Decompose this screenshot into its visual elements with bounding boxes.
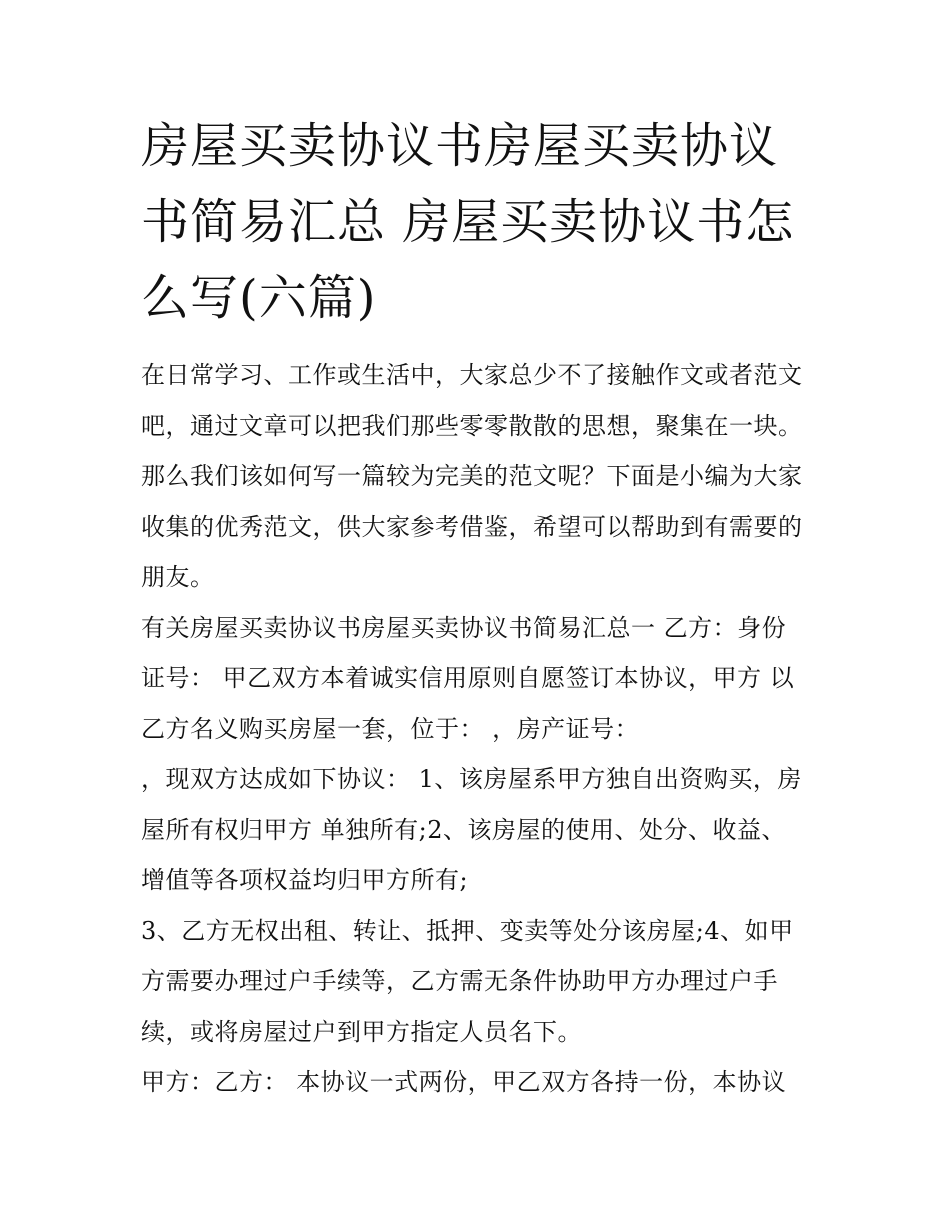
text-line: 乙方名义购买房屋一套，位于： ，房产证号： xyxy=(141,714,640,743)
text-line: 那么我们该如何写一篇较为完美的范文呢？下面是小编为大家 xyxy=(141,462,803,490)
intro-paragraph xyxy=(141,350,821,603)
document-page xyxy=(141,108,821,1108)
text-line: 甲方：乙方： 本协议一式两份，甲乙双方各持一份，本协议 xyxy=(141,1068,787,1096)
text-line: 屋所有权归甲方 单独所有;2、该房屋的使用、处分、收益、 xyxy=(141,815,786,844)
agreement-paragraph xyxy=(141,603,821,755)
title-line: 么写(六篇) xyxy=(141,270,377,326)
signature-paragraph xyxy=(141,1057,821,1108)
text-line: ，现双方达成如下协议： 1、该房屋系甲方独自出资购买，房 xyxy=(141,765,802,793)
text-line: 在日常学习、工作或生活中，大家总少不了接触作文或者范文 xyxy=(141,361,803,389)
terms-paragraph-1 xyxy=(141,754,821,906)
text-line: 吧，通过文章可以把我们那些零零散散的思想，聚集在一块。 xyxy=(141,411,803,440)
title-line: 房屋买卖协议书房屋买卖协议 xyxy=(141,118,779,174)
text-line: 有关房屋买卖协议书房屋买卖协议书简易汇总一 乙方：身份 xyxy=(141,613,787,642)
text-line: 增值等各项权益均归甲方所有; xyxy=(141,866,469,894)
text-line: 朋友。 xyxy=(141,563,215,591)
text-line: 方需要办理过户手续等，乙方需无条件协助甲方办理过户手 xyxy=(141,967,778,995)
title-line: 书简易汇总 房屋买卖协议书怎 xyxy=(141,194,795,250)
document-title xyxy=(141,108,821,336)
text-line: 收集的优秀范文，供大家参考借鉴，希望可以帮助到有需要的 xyxy=(141,512,803,541)
text-line: 3、乙方无权出租、转让、抵押、变卖等处分该房屋;4、如甲 xyxy=(141,916,794,945)
text-line: 续，或将房屋过户到甲方指定人员名下。 xyxy=(141,1017,582,1046)
text-line: 证号： 甲乙双方本着诚实信用原则自愿签订本协议，甲方 以 xyxy=(141,664,795,692)
terms-paragraph-2 xyxy=(141,906,821,1058)
